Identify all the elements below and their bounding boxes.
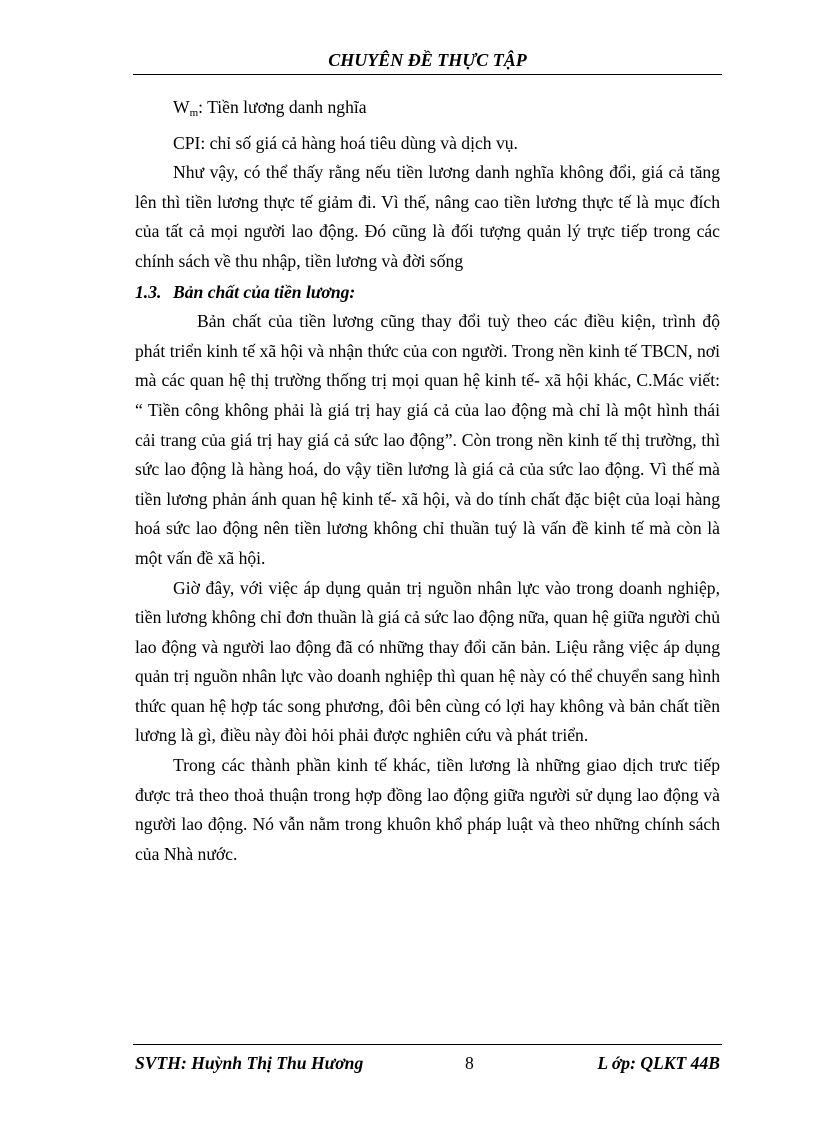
definition-wm <box>135 93 720 129</box>
paragraph-4: Trong các thành phần kinh tế khác, tiền lương là những giao dịch trưc tiếp được trả theo thoả thuận trong hợp đồng lao động giữa người sử dụng lao động và người lao động. Nó vẫn nằm trong khuôn khổ pháp luật và theo những chính sách của Nhà nước. <box>135 755 720 864</box>
header-title: CHUYÊN ĐỀ THỰC TẬP <box>328 50 527 70</box>
footer-page-number: 8 <box>465 1053 474 1073</box>
footer-student: SVTH: Huỳnh Thị Thu Hương <box>135 1053 364 1073</box>
section-heading <box>135 277 720 308</box>
wm-subscript: m <box>189 107 199 119</box>
section-number: 1.3. <box>135 281 162 302</box>
footer-class: L ớp: QLKT 44B <box>597 1053 720 1073</box>
paragraph-3: Giờ đây, với việc áp dụng quản trị nguồn nhân lực vào trong doanh nghiệp, tiền lương không chỉ đơn thuần là giá cả sức lao động nữa, quan hệ giữa người chủ lao động và người lao động đã có những thay đổi căn bản. Liệu rằng việc áp dụng quản trị nguồn nhân lực vào doanh nghiệp thì quan hệ này có thể chuyển sang hình thức quan hệ hợp tác song phương, đôi bên cùng có lợi hay không và bản chất tiền lương là gì, điều này đòi hỏi phải được nghiên cứu và phát triển. <box>135 577 720 746</box>
paragraph-1: Như vậy, có thể thấy rằng nếu tiền lương danh nghĩa không đổi, giá cả tăng lên thì tiền lương thực tế giảm đi. Vì thế, nâng cao tiền lương thực tế là mục đích của tất cả mọi người lao động. Đó cũng là đối tượng quản lý trực tiếp trong các chính sách về thu nhập, tiền lương và đời sống <box>135 162 720 271</box>
definition-cpi: CPI: chỉ số giá cả hàng hoá tiêu dùng và dịch vụ. <box>173 132 518 153</box>
wm-text: : Tiền lương danh nghĩa <box>198 97 367 117</box>
page-body <box>135 93 720 869</box>
section-title: Bản chất của tiền lương: <box>173 281 356 302</box>
paragraph-2: Bản chất của tiền lương cũng thay đổi tuỳ theo các điều kiện, trình độ phát triển kinh tế xã hội và nhận thức của con người. Trong nền kinh tế TBCN, nơi mà các quan hệ thị trường thống trị mọi quan hệ kinh tế- xã hội khác, C.Mác viết: “ Tiền công không phải là giá trị hay giá cả của lao động mà chỉ là một hình thái cải trang của giá trị hay giá cả sức lao động”. Còn trong nền kinh tế thị trường, thì sức lao động là hàng hoá, do vậy tiền lương là giá cả của sức lao động. Vì thế mà tiền lương phản ánh quan hệ kinh tế- xã hội, và do tính chất đặc biệt của loại hàng hoá sức lao động nên tiền lương không chỉ thuần tuý là vấn đề kinh tế mà còn là một vấn đề xã hội. <box>135 311 720 568</box>
page-footer <box>133 1044 722 1075</box>
page-header <box>133 48 722 75</box>
wm-symbol: W <box>173 97 190 117</box>
